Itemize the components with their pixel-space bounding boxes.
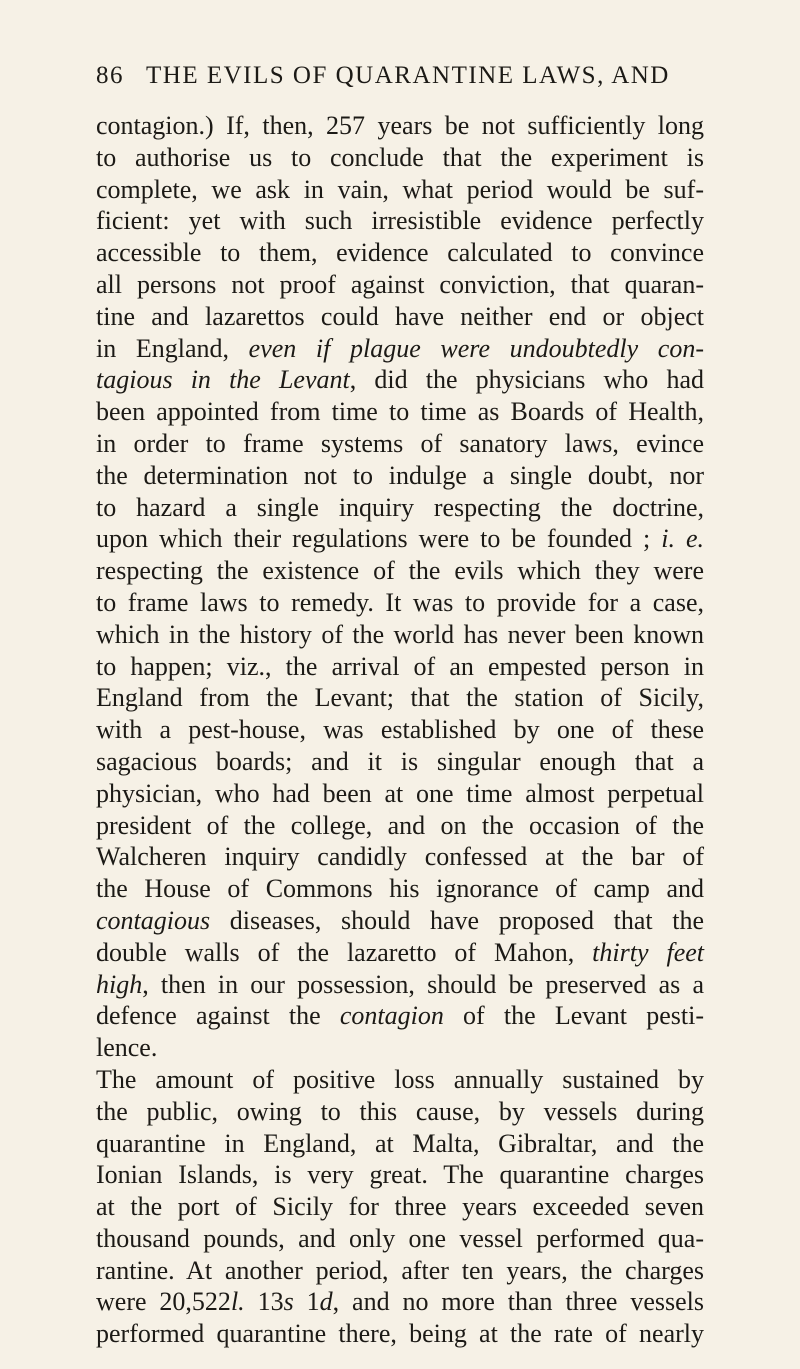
text-line xyxy=(96,841,704,873)
text-run: rantine. At another period, after ten years, the charges xyxy=(96,1255,704,1285)
text-run: respecting the existence of the evils which they were xyxy=(96,556,704,586)
text-run: 1 xyxy=(293,1287,320,1317)
text-run: 13 xyxy=(244,1287,284,1317)
text-run: all persons not proof against conviction, that quaran- xyxy=(96,269,704,299)
text-line xyxy=(96,1096,704,1128)
text-run: in England, xyxy=(96,333,249,363)
text-run: Ionian Islands, is very great. The quarantine charges xyxy=(96,1160,704,1190)
text-line xyxy=(96,460,704,492)
text-run: were 20,522 xyxy=(96,1287,231,1317)
text-run: , and no more than three vessels xyxy=(332,1287,704,1317)
text-line xyxy=(96,1191,704,1223)
body-text xyxy=(96,110,704,1350)
text-line xyxy=(96,301,704,333)
text-run: double walls of the lazaretto of Mahon, xyxy=(96,937,593,967)
text-line xyxy=(96,1032,704,1064)
text-line xyxy=(96,174,704,206)
text-line xyxy=(96,746,704,778)
text-run: tine and lazarettos could have neither end or object xyxy=(96,301,704,331)
text-run: which in the history of the world has never been known xyxy=(96,619,704,649)
text-run: in order to frame systems of sanatory laws, evince xyxy=(96,428,704,458)
italic-run: d xyxy=(319,1287,333,1317)
text-line xyxy=(96,237,704,269)
italic-run: i. e. xyxy=(661,524,704,554)
text-run: contagion.) If, then, 257 years be not sufficiently long xyxy=(96,111,704,140)
text-run: the public, owing to this cause, by vessels during xyxy=(96,1096,704,1126)
text-run: diseases, should have proposed that the xyxy=(210,905,704,935)
text-line xyxy=(96,1064,704,1096)
text-line xyxy=(96,523,704,555)
text-run: with a pest-house, was established by one of these xyxy=(96,715,704,745)
italic-run: s xyxy=(283,1287,294,1317)
italic-run: contagious xyxy=(96,905,211,935)
text-run: to happen; viz., the arrival of an empested person in xyxy=(96,651,704,681)
italic-run: l. xyxy=(230,1287,245,1317)
page-number: 86 xyxy=(96,62,124,89)
text-run: The amount of positive loss annually sustained by xyxy=(96,1064,704,1094)
text-line xyxy=(96,396,704,428)
text-line xyxy=(96,269,704,301)
text-run: physician, who had been at one time almost perpetual xyxy=(96,778,704,808)
italic-run: even if plague were undoubtedly con- xyxy=(248,333,704,363)
text-line xyxy=(96,333,704,365)
text-line xyxy=(96,555,704,587)
text-run: upon which their regulations were to be founded ; xyxy=(96,524,662,554)
text-line xyxy=(96,810,704,842)
text-run: sagacious boards; and it is singular enough that a xyxy=(96,746,704,776)
text-run: ficient: yet with such irresistible evidence perfectly xyxy=(96,206,704,236)
italic-run: tagious in the Levant xyxy=(96,365,350,395)
text-line xyxy=(96,1286,704,1318)
text-line xyxy=(96,364,704,396)
text-run: been appointed from time to time as Boards of Health, xyxy=(96,397,704,427)
italic-run: high xyxy=(96,969,143,999)
running-header xyxy=(96,62,704,90)
text-line xyxy=(96,1128,704,1160)
text-line xyxy=(96,1255,704,1287)
text-run: president of the college, and on the occasion of the xyxy=(96,810,704,840)
text-line xyxy=(96,1318,704,1350)
text-run: accessible to them, evidence calculated to convince xyxy=(96,238,704,268)
text-line xyxy=(96,205,704,237)
text-run: of the Levant pesti- xyxy=(443,1001,704,1031)
text-run: quarantine in England, at Malta, Gibraltar, and the xyxy=(96,1128,704,1158)
text-run: defence against the xyxy=(96,1001,340,1031)
text-run: the House of Commons his ignorance of camp and xyxy=(96,874,704,904)
italic-run: contagion xyxy=(339,1001,444,1031)
text-run: thousand pounds, and only one vessel performed qua- xyxy=(96,1223,704,1253)
text-run: performed quarantine there, being at the rate of nearly xyxy=(96,1319,704,1349)
text-line xyxy=(96,937,704,969)
text-line xyxy=(96,142,704,174)
text-line xyxy=(96,714,704,746)
text-run: to authorise us to conclude that the experiment is xyxy=(96,142,704,172)
text-line xyxy=(96,587,704,619)
text-run: , did the physicians who had xyxy=(349,365,704,395)
text-line xyxy=(96,492,704,524)
text-run: complete, we ask in vain, what period would be suf- xyxy=(96,174,704,204)
text-line xyxy=(96,1000,704,1032)
text-run: the determination not to indulge a single doubt, nor xyxy=(96,460,704,490)
text-run: at the port of Sicily for three years exceeded seven xyxy=(96,1192,704,1222)
text-line xyxy=(96,682,704,714)
italic-run: thirty feet xyxy=(592,937,704,967)
running-title: THE EVILS OF QUARANTINE LAWS, AND xyxy=(146,62,670,89)
text-run: to frame laws to remedy. It was to provide for a case, xyxy=(96,587,704,617)
text-line xyxy=(96,1159,704,1191)
text-run: Walcheren inquiry candidly confessed at the bar of xyxy=(96,842,704,872)
text-run: to hazard a single inquiry respecting the doctrine, xyxy=(96,492,704,522)
text-line xyxy=(96,619,704,651)
text-run: lence. xyxy=(96,1033,158,1063)
text-line xyxy=(96,969,704,1001)
text-run: , then in our possession, should be preserved as a xyxy=(142,969,704,999)
text-line xyxy=(96,778,704,810)
text-line xyxy=(96,905,704,937)
text-run: England from the Levant; that the station of Sicily, xyxy=(96,683,704,713)
text-line xyxy=(96,651,704,683)
text-line xyxy=(96,110,704,142)
text-line xyxy=(96,873,704,905)
text-line xyxy=(96,428,704,460)
text-line xyxy=(96,1223,704,1255)
